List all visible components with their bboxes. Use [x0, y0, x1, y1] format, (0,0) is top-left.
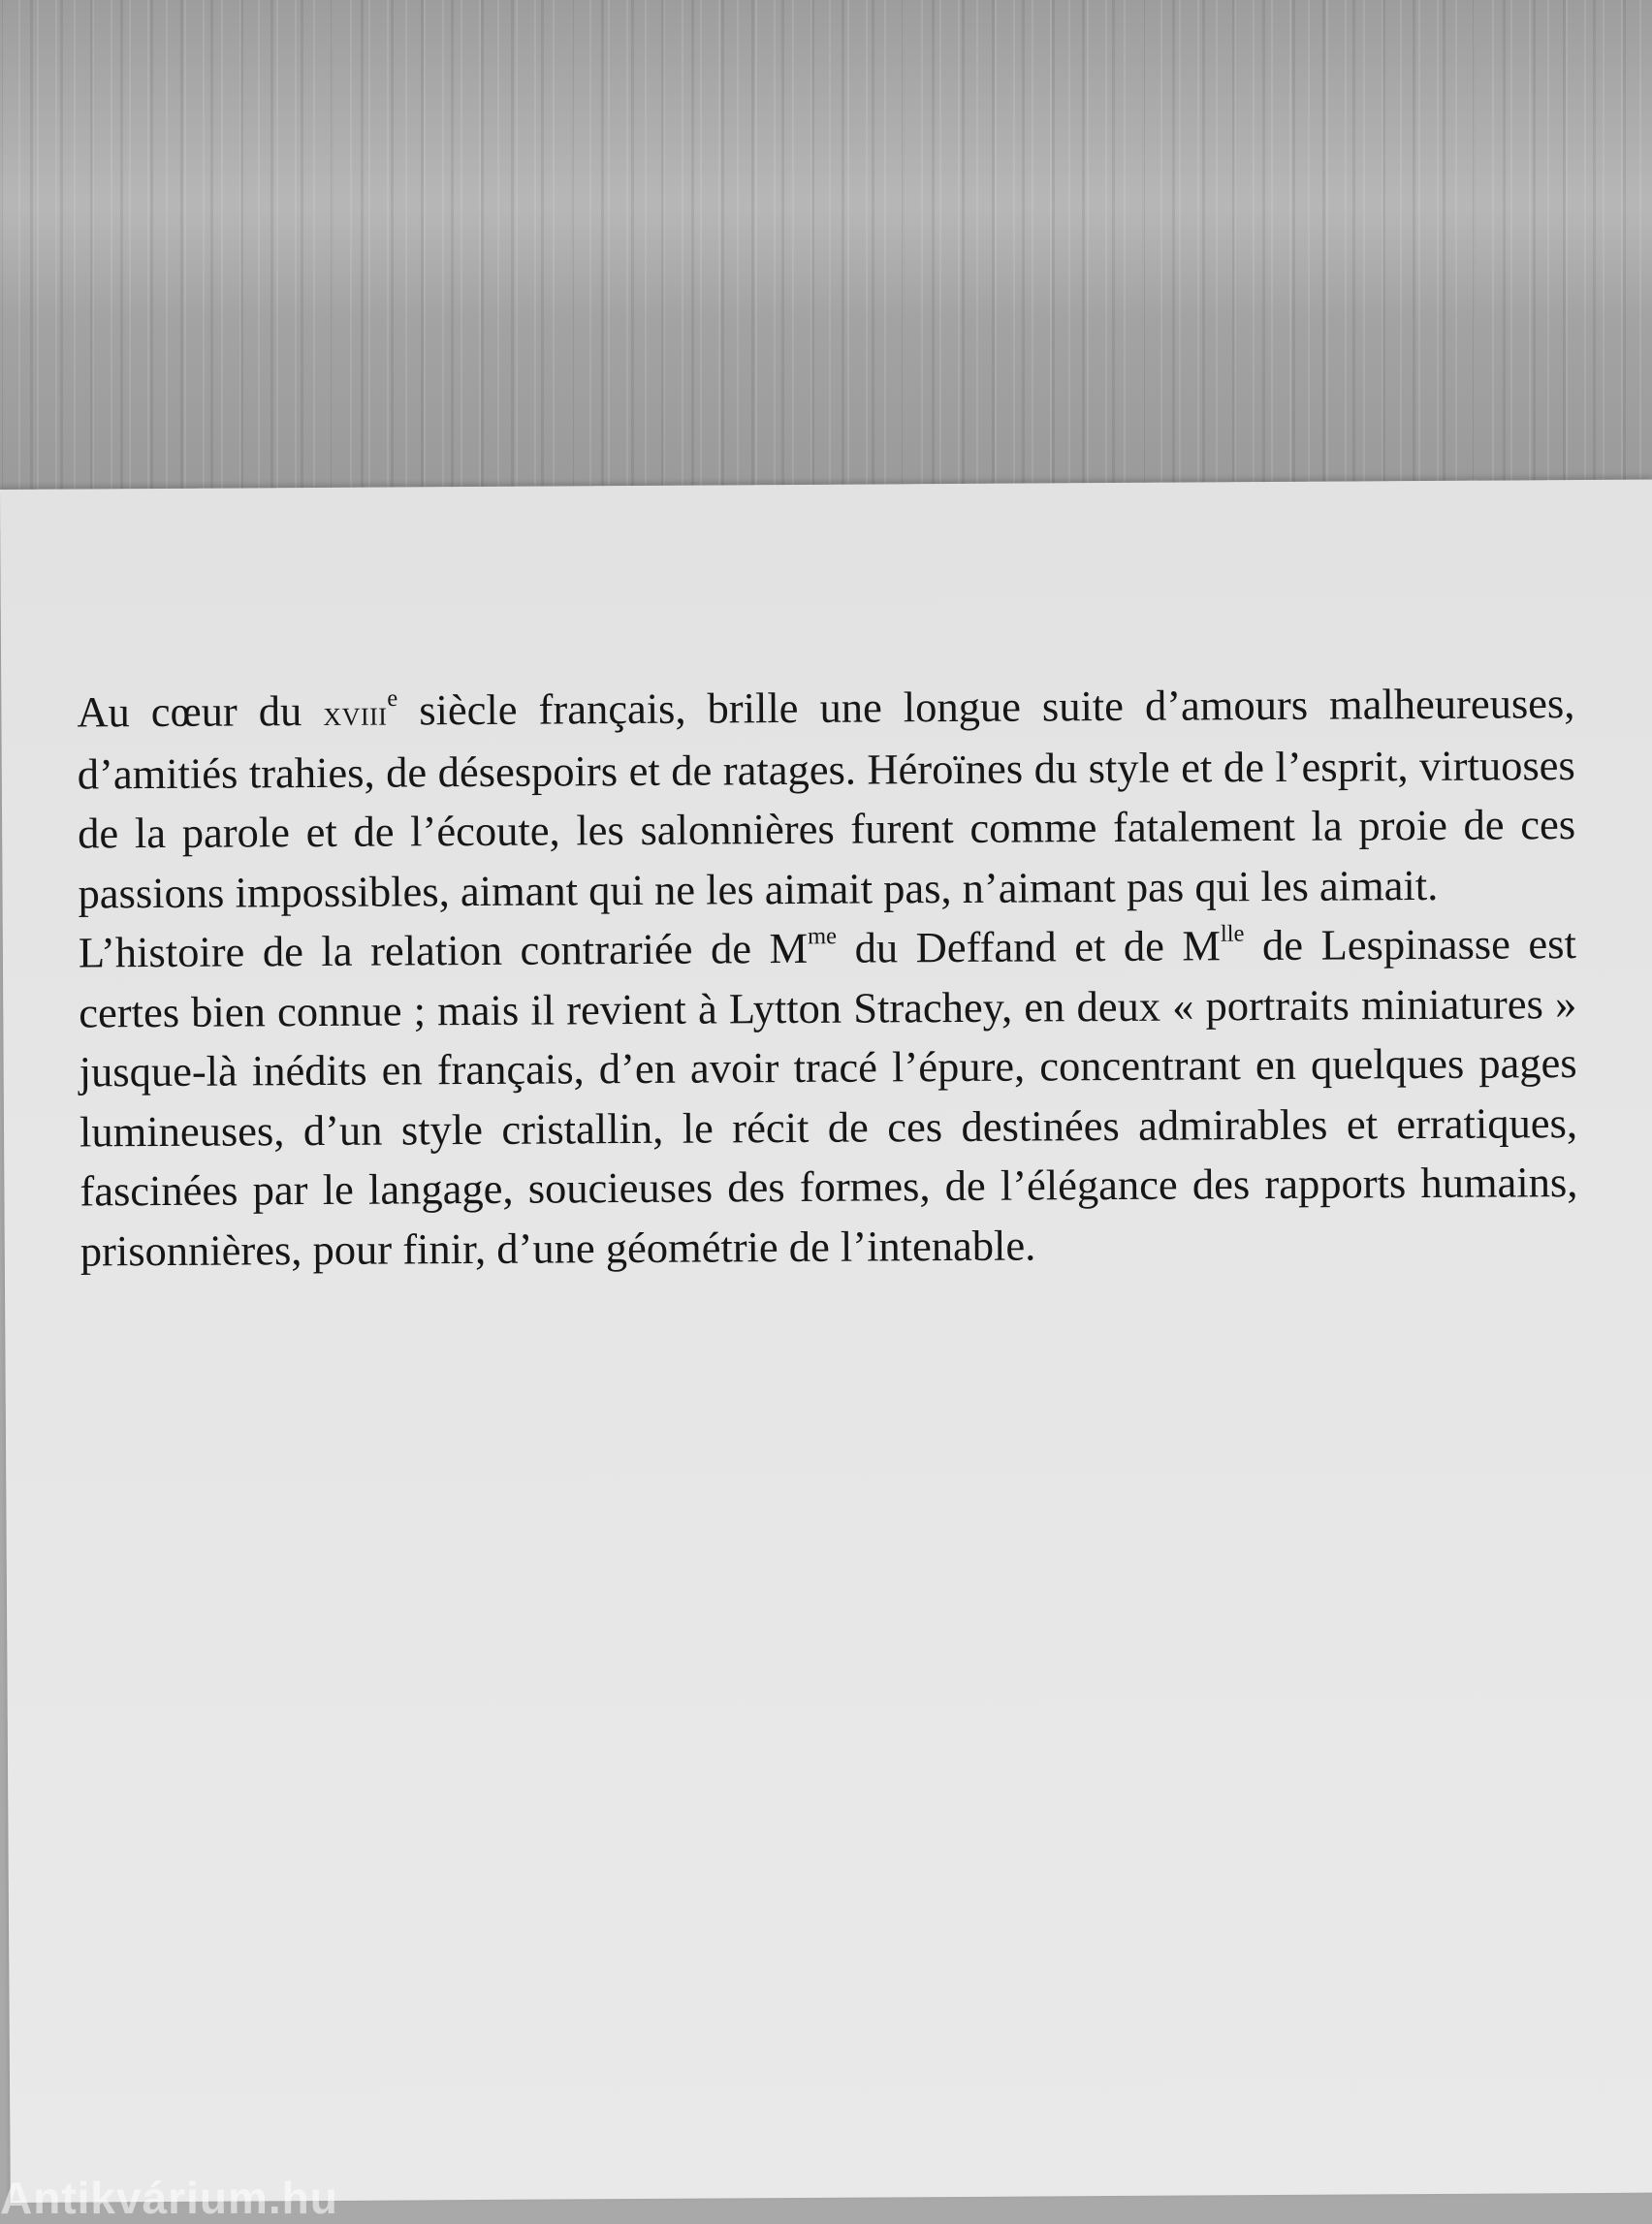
paragraph-1-part-2: siècle français, brille une longue suite d’amours malheureuses, d’amitiés trahies, de désespoirs et de ratages. Héroïnes du style et de l’esprit, virtuoses de la parole et de l’écoute, les salonnières furent comme fatalement la proie de ces passions impossibles, aimant qui ne les aimait pas, n’aimant pas qui les aimait. — [77, 679, 1576, 918]
paragraph-2 — [79, 914, 1578, 1281]
background-surface — [0, 0, 1652, 514]
watermark-text: Antikvárium.hu — [0, 2173, 338, 2223]
paragraph-1 — [77, 674, 1575, 923]
paragraph-1-part-1: Au cœur du — [77, 685, 324, 737]
century-numeral: xviii — [323, 692, 388, 733]
book-page — [0, 480, 1652, 2203]
century-superscript: e — [387, 684, 398, 712]
paragraph-2-part-2: du Deffand et de M — [836, 921, 1222, 972]
paragraph-2-part-3: de Lespinasse est certes bien connue ; mais il revient à Lytton Strachey, en deux « portraits miniatures » jusque-là inédits en français, d’en avoir tracé l’épure, concentrant en quelques pages lumineuses, d’un style cristallin, le récit de ces destinées admirables et erratiques, fascinées par le langage, soucieuses des formes, de l’élégance des rapports humains, prisonnières, pour finir, d’une géométrie de l’intenable. — [79, 919, 1578, 1276]
paragraph-2-part-1: L’histoire de la relation contrariée de M — [78, 923, 809, 977]
body-text — [77, 674, 1578, 1281]
madame-superscript: me — [807, 923, 838, 950]
mademoiselle-superscript: lle — [1220, 920, 1245, 947]
